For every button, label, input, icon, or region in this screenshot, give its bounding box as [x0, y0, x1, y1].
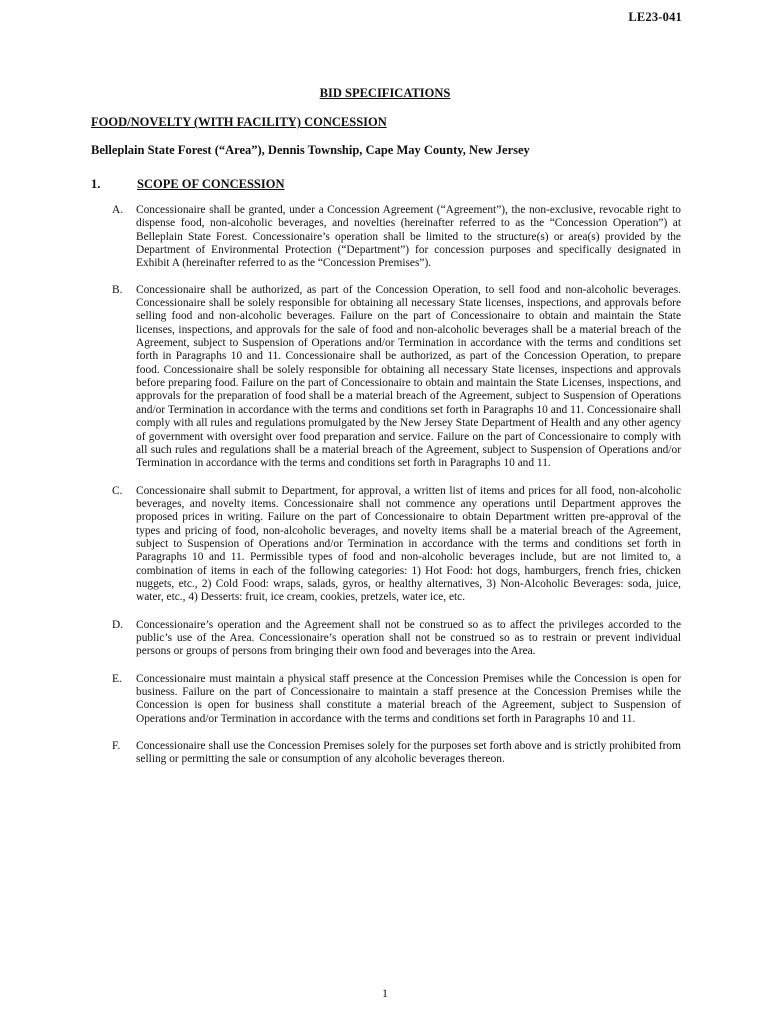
paragraph-list — [112, 204, 681, 767]
paragraph-text: Concessionaire shall be authorized, as part of the Concession Operation, to sell food and non-alcoholic beverages. Concessionaire shall be solely responsible for obtaining all necessary State licenses, inspections, and approvals before selling food and non-alcoholic beverages. Failure on the part of Concessionaire to obtain and maintain the State licenses, inspections, and approvals for the sale of food and non-alcoholic beverages shall be a material breach of the Agreement, subject to Suspension of Operations and/or Termination in accordance with the terms and conditions set forth in Paragraphs 10 and 11. Concessionaire shall be authorized, as part of the Concession Operation, to prepare food. Concessionaire shall be solely responsible for obtaining all necessary State licenses, inspections and approvals before preparing food. Failure on the part of Concessionaire to obtain and maintain the State Licenses, inspections, and approvals for the preparation of food shall be a material breach of the Agreement, subject to Suspension of Operations and/or Termination in accordance with the terms and conditions set forth in Paragraphs 10 and 11. Concessionaire shall comply with all rules and regulations promulgated by the New Jersey State Department of Health and any other agency of government with oversight over food preparation and service. Failure on the part of Concessionaire to comply with all such rules and regulations shall be a material breach of the Agreement, subject to Suspension of Operations and/or Termination in accordance with the terms and conditions set forth in Paragraphs 10 and 11. — [136, 283, 681, 470]
paragraph-text: Concessionaire shall use the Concession Premises solely for the purposes set forth above and is strictly prohibited from selling or permitting the sale or consumption of any alcoholic beverages thereon. — [136, 740, 681, 766]
paragraph-text: Concessionaire must maintain a physical staff presence at the Concession Premises while the Concession is open for business. Failure on the part of Concessionaire to maintain a staff presence at the Concession Premises while the Concession is open for business shall constitute a material breach of the Agreement, subject to Suspension of Operations and/or Termination in accordance with the terms and conditions set forth in Paragraphs 10 and 11. — [136, 672, 681, 725]
paragraph-d — [112, 619, 681, 659]
paragraph-letter: A. — [112, 204, 124, 216]
document-number: LE23-041 — [628, 10, 682, 24]
paragraph-text: Concessionaire’s operation and the Agreement shall not be construed so as to affect the privileges accorded to the public’s use of the Area. Concessionaire’s operation shall not be construed so as to restrain or prevent individual persons or groups of persons from bringing their own food and beverages into the Area. — [136, 618, 681, 658]
paragraph-letter: E. — [112, 672, 122, 685]
document-subtitle: FOOD/NOVELTY (WITH FACILITY) CONCESSION — [91, 115, 387, 129]
paragraph-letter: D. — [112, 618, 124, 631]
section-title: SCOPE OF CONCESSION — [137, 177, 285, 191]
paragraph-c — [112, 485, 681, 605]
section-number: 1. — [91, 177, 101, 191]
paragraph-e — [112, 673, 681, 726]
document-title: BID SPECIFICATIONS — [319, 86, 451, 100]
section-heading — [91, 177, 284, 192]
page-number: 1 — [382, 986, 388, 1000]
paragraph-letter: C. — [112, 484, 123, 497]
paragraph-letter: B. — [112, 283, 123, 296]
paragraph-f — [112, 740, 681, 767]
paragraph-letter: F. — [112, 740, 121, 753]
paragraph-a — [112, 204, 681, 271]
paragraph-b — [112, 284, 681, 471]
location-line: Belleplain State Forest (“Area”), Dennis Township, Cape May County, New Jersey — [91, 143, 530, 157]
paragraph-text: Concessionaire shall be granted, under a Concession Agreement (“Agreement”), the non-exclusive, revocable right to dispense food, non-alcoholic beverages, and novelties (hereinafter referred to as the “Concession Operation”) at Belleplain State Forest. Concessionaire’s operation shall be limited to the structure(s) or area(s) provided by the Department of Environmental Protection (“Department”) for concession purposes and specifically designated in Exhibit A (hereinafter referred to as the “Concession Premises”). — [136, 204, 681, 270]
paragraph-text: Concessionaire shall submit to Department, for approval, a written list of items and prices for all food, non-alcoholic beverages, and novelty items. Concessionaire shall not commence any operations until Department approves the proposed prices in writing. Failure on the part of Concessionaire to obtain Department written pre-approval of the types and pricing of food, non-alcoholic beverages, and novelty items shall be a material breach of the Agreement, subject to Suspension of Operations and/or Termination in accordance with the terms and conditions set forth in Paragraphs 10 and 11. Permissible types of food and non-alcoholic beverages include, but are not limited to, a combination of items in each of the following categories: 1) Hot Food: hot dogs, hamburgers, french fries, chicken nuggets, etc., 2) Cold Food: wraps, salads, gyros, or healthy alternatives, 3) Non-Alcoholic Beverages: soda, juice, water, etc., 4) Desserts: fruit, ice cream, cookies, pretzels, water ice, etc. — [136, 484, 681, 604]
